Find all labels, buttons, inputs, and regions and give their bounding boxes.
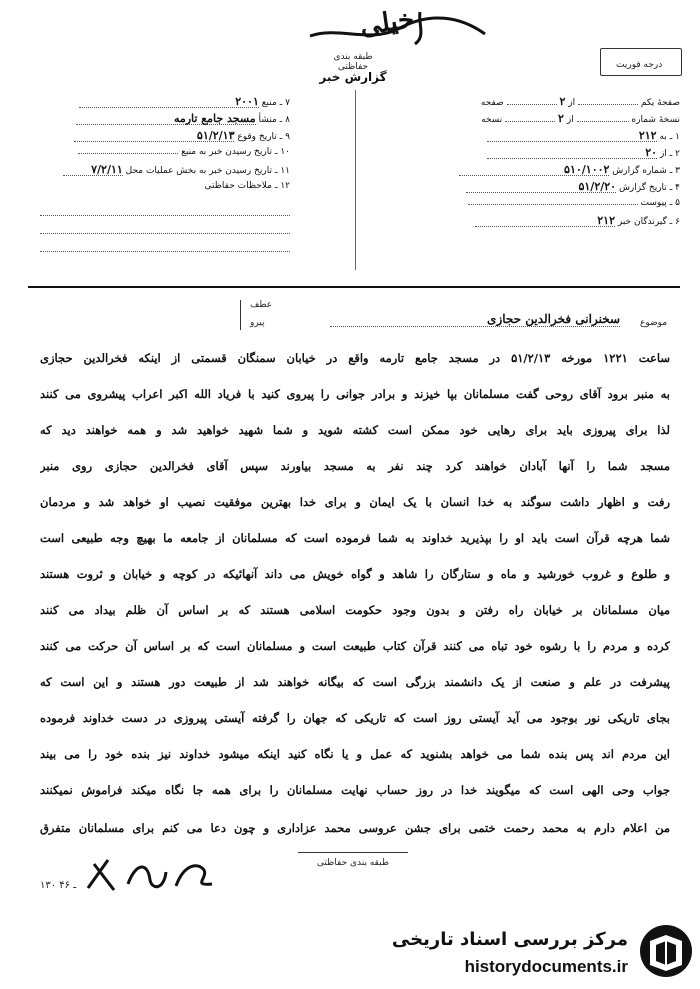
field-recipients-label: ۶ ـ گیرندگان خبر bbox=[617, 217, 680, 227]
field-copy-end: نسخه bbox=[481, 115, 503, 125]
field-to-value: ۲۱۲ bbox=[487, 130, 657, 142]
field-page-mid-value: ۲ bbox=[559, 95, 566, 108]
field-copy-mid-value: ۲ bbox=[558, 112, 564, 125]
subject-value: سخنرانی فخرالدین حجازی bbox=[330, 312, 620, 327]
subject-ref-bracket bbox=[240, 300, 241, 330]
field-source-receipt-date bbox=[30, 147, 290, 164]
field-source-value: ۲۰۰۱ bbox=[79, 96, 259, 108]
field-source-receipt-date-label: ۱۰ ـ تاریخ رسیدن خبر به منبع bbox=[181, 147, 290, 157]
field-report-date-label: ۴ ـ تاریخ گزارش bbox=[618, 183, 680, 193]
body-line: مسجد شما را آنها آبادان خواهند کرد چند نفر به مسجد بیاورند سپس آقای فخرالدین حجازی روی منبر bbox=[40, 459, 670, 473]
field-to bbox=[420, 130, 680, 147]
field-copy-label: نسخهٔ شماره bbox=[631, 115, 680, 125]
field-occurrence-date-value: ۵۱/۲/۱۳ bbox=[74, 130, 234, 142]
subject-ref-top: عطف bbox=[250, 300, 273, 310]
body-line: شما هرچه قرآن است باید او را بپذیرید خداوند به شما فرموده است که مسلمانان از جامعه ما بهیچ وجه طبیعی است bbox=[40, 531, 670, 545]
classification-bottom: طبقه بندی حفاظتی bbox=[316, 858, 390, 868]
field-attachment-label: ۵ ـ پیوست bbox=[640, 198, 680, 208]
field-ops-receipt-date bbox=[30, 164, 290, 181]
subject-label: موضوع bbox=[640, 318, 668, 328]
field-to-label: ۱ ـ به bbox=[659, 132, 680, 142]
field-from-value: ۲۰ bbox=[487, 147, 657, 159]
field-source-receipt-date-value bbox=[78, 153, 178, 154]
field-security-notes-label: ۱۲ ـ ملاحظات حفاظتی bbox=[204, 181, 290, 191]
priority-box bbox=[600, 48, 682, 76]
body-line: ساعت ۱۲۲۱ مورخه ۵۱/۲/۱۳ در مسجد جامع تارمه واقع در خیابان سمنگان قسمتی از اینکه فخرالدین حجازی bbox=[40, 351, 670, 365]
archive-logo-icon bbox=[636, 921, 696, 981]
top-handwritten-stamp: خیلی bbox=[358, 4, 417, 42]
field-origin bbox=[30, 113, 290, 130]
body-line: بجای تاریکی نور بوجود می آید آیستی روز است که تاریکی که جهان را گرفته آیستی پیروزی در دست خداوند فرموده bbox=[40, 711, 670, 725]
field-page-end: صفحه bbox=[480, 98, 504, 108]
field-from-label: ۲ ـ از bbox=[659, 149, 680, 159]
notes-line bbox=[40, 198, 290, 216]
right-fields bbox=[420, 96, 680, 232]
page-code: ۱۳۰ ـ ۴۶ bbox=[40, 880, 77, 891]
field-page-mid: از bbox=[568, 98, 576, 108]
field-ops-receipt-date-label: ۱۱ ـ تاریخ رسیدن خبر به بخش عملیات محل bbox=[125, 166, 290, 176]
classification-top: طبقه بندی حفاظتی bbox=[333, 52, 373, 72]
field-attachment-value bbox=[468, 204, 638, 205]
field-report-number-value: ۵۱۰/۱۰۰۲ bbox=[459, 164, 609, 176]
archive-name: مرکز بررسی اسناد تاریخی bbox=[391, 929, 628, 950]
body-line: این مردم اند پس بنده شما می خواهد بشنوید که عمل و یا نگاه کنید اینکه میشود خداوند نیز بنده خود را می بیند bbox=[40, 747, 670, 761]
field-source-label: ۷ ـ منبع bbox=[261, 98, 290, 108]
body-line: پیشرفت در علم و صنعت از یک دانشمند بزرگی است که بیگانه خواهند شد از طبیعت دور هستند و این است که bbox=[40, 675, 670, 689]
header-rule bbox=[28, 286, 680, 288]
field-page-label: صفحهٔ یکم bbox=[640, 98, 680, 108]
field-security-notes bbox=[30, 181, 290, 198]
notes-line bbox=[40, 216, 290, 234]
field-occurrence-date bbox=[30, 130, 290, 147]
field-recipients bbox=[420, 215, 680, 232]
field-attachment bbox=[420, 198, 680, 215]
field-recipients-value: ۲۱۲ bbox=[475, 215, 615, 227]
archive-watermark bbox=[391, 915, 700, 989]
field-origin-value: مسجد جامع تارمه bbox=[76, 113, 256, 125]
archive-url: historydocuments.ir bbox=[464, 957, 628, 976]
field-copy-mid: از bbox=[566, 115, 574, 125]
subject-ref-bottom: پیرو bbox=[250, 318, 265, 328]
field-from bbox=[420, 147, 680, 164]
body-line: رفت و اظهار داشت سوگند به خدا انسان با یک ایمان و برای خدا بهترین موفقیت نصیب او خواهد شد و مردمان bbox=[40, 495, 670, 509]
field-source bbox=[30, 96, 290, 113]
field-report-number bbox=[420, 164, 680, 181]
body-line: جواب وحی الهی است که میگویند خدا در روز حساب نهایت مسلمانان را برای همه جا نگاه میکند فراموش نمیکنند bbox=[40, 783, 670, 797]
body-line: من اعلام دارم به محمد رحمت ختمی برای جشن عروسی محمد عزاداری و چون دعا می کنم برای مسلمانان متفرق bbox=[40, 821, 670, 835]
body-line: میان مسلمانان بر خیابان راه رفتن و بدون وجود حکومت اسلامی هستند که بر اساس آن ظلم بیداد می کنند bbox=[40, 603, 670, 617]
body-line: کرده و مردم را با رشوه خود تباه می کنند قرآن کتاب طبیعت است و مسلمانان است که بر اساس آن حرکت می کنند bbox=[40, 639, 670, 653]
body-line: به منبر برود آقای روحی گفت مسلمانان بپا خیزند و برادر جوانی را پیروی کنید با فریاد الله اکبر اعراب پیشروی می کنند bbox=[40, 387, 670, 401]
body-line: لذا برای پیروزی باید برای رهایی خود ممکن است کشته شوید و شما شهید خواهید شد و همه خواهند دید که bbox=[40, 423, 670, 437]
stamp-scribble bbox=[300, 6, 490, 48]
notes-line bbox=[40, 234, 290, 252]
field-occurrence-date-label: ۹ ـ تاریخ وقوع bbox=[237, 132, 290, 142]
handwritten-signature bbox=[80, 850, 220, 896]
header-divider-vertical bbox=[355, 90, 356, 270]
body-line: و طلوع و غروب خورشید و ماه و ستارگان را شاهد و گواه خویش می داند آنهائیکه در کوچه و خیابان و ثروت هستند bbox=[40, 567, 670, 581]
field-page bbox=[420, 96, 680, 113]
field-ops-receipt-date-value: ۷/۲/۱۱ bbox=[63, 164, 123, 176]
field-report-number-label: ۳ ـ شماره گزارش bbox=[612, 166, 680, 176]
field-copy bbox=[420, 113, 680, 130]
bottom-classification-rule bbox=[298, 852, 408, 853]
priority-label: درجه فوریت bbox=[616, 60, 663, 70]
field-origin-label: ۸ ـ منشأ bbox=[258, 115, 290, 125]
field-report-date-value: ۵۱/۲/۲۰ bbox=[466, 181, 616, 193]
form-title: گزارش خبر bbox=[319, 70, 387, 84]
field-report-date bbox=[420, 181, 680, 198]
left-fields bbox=[30, 96, 290, 252]
